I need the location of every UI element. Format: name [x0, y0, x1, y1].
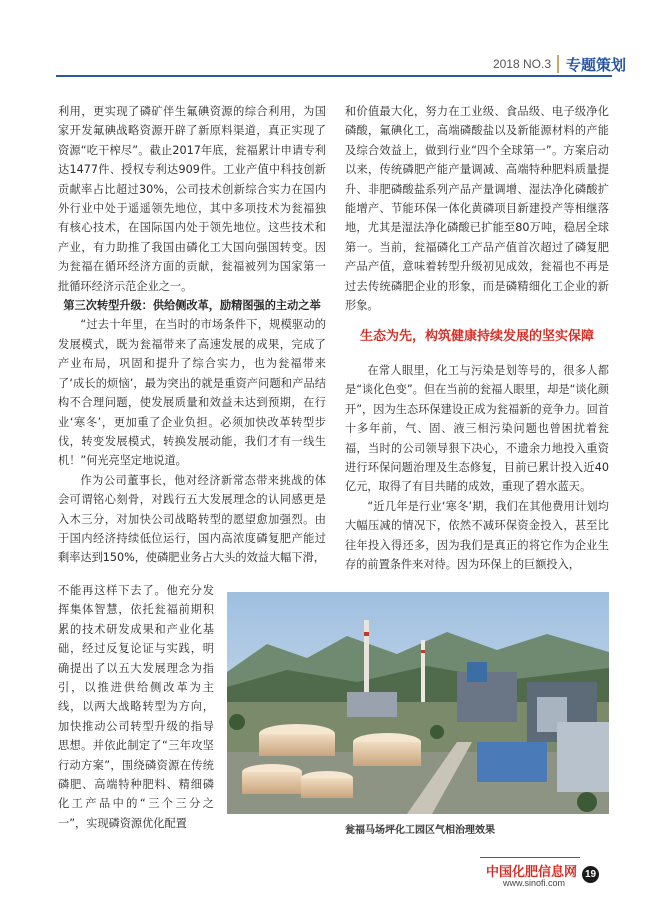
- section-heading: 生态为先，构筑健康持续发展的坚实保障: [359, 329, 594, 345]
- subheading: 第三次转型升级：供给侧改革，励精图强的主动之举: [63, 299, 321, 313]
- industrial-park-photo: [227, 592, 609, 814]
- body-paragraph: 和价值最大化，努力在工业级、食品级、电子级净化磷酸，氟碘化工，高端磷酸盐以及新能源材料的产能及综合效益上，做到行业“四个全球第一”。方案启动以来，传统磷肥产能产量调减、高端特种肥料质量提升、非肥磷酸盐系列产品产量调增、湿法净化磷酸扩能增产、节能环保一体化黄磷项目新建投产等相继落地，尤其是湿法净化磷酸已扩能至80万吨，稳居全球第一。当前，瓮福磷化工产品产值首次超过了磷复肥产品产值，意味着转型升级初见成效，瓮福也不再是过去传统磷肥企业的形象，而是磷精细化工企业的新形象。: [345, 105, 609, 313]
- photo-illustration: [227, 592, 609, 814]
- right-column: [345, 102, 609, 574]
- page-number: 19: [582, 866, 599, 883]
- footer-logo: 中国化肥信息网: [486, 865, 578, 880]
- left-narrow-column: [58, 581, 214, 833]
- body-paragraph: 在常人眼里，化工与污染是划等号的，很多人都是“谈化色变”。但在当前的瓮福人眼里，却是“谈化颜开”，因为生态环保建设正成为瓮福新的竞争力。回首十多年前，气、固、液三相污染问题也曾困扰着瓮福，当时的公司领导狠下决心，不遗余力地投入重资进行环保问题治理及生态修复，目前已累计投入近40亿元，取得了有目共睹的成效，重现了碧水蓝天。: [345, 363, 609, 494]
- body-paragraph: “过去十年里，在当时的市场条件下，规模驱动的发展模式，既为瓮福带来了高速发展的成果，完成了产业布局，巩固和提升了综合实力，也为瓮福带来了‘成长的烦恼’，最为突出的就是重资产问题和产品结构不合理问题，使发展质量和效益未达到预期，在行业‘寒冬’，更加重了企业负担。必须加快改革转型步伐，转变发展模式，转换发展动能，我们才有一线生机！”何光亮坚定地说道。: [58, 318, 326, 468]
- section-title: 专题策划: [566, 56, 627, 74]
- body-paragraph: 作为公司董事长，他对经济新常态带来挑战的体会可谓铭心刻骨，对践行五大发展理念的认同感更是入木三分，对加快公司战略转型的愿望愈加强烈。由于国内经济持续低位运行，国内高浓度磷复肥产能过剩率达到150%，使磷肥业务占大头的效益大幅下滑，: [58, 473, 326, 565]
- photo-caption: 瓮福马场坪化工园区气相治理效果: [345, 825, 495, 836]
- body-paragraph: 利用，更实现了磷矿伴生氟碘资源的综合利用，为国家开发氟碘战略资源开辟了新原料渠道，真正实现了资源“吃干榨尽”。截止2017年底，瓮福累计申请专利达1477件、授权专利达909件。工业产值中科技创新贡献率占比超过30%，公司技术创新综合实力在国内外行业中处于遥遥领先地位，其中多项技术为瓮福独有核心技术，在国际国内处于领先地位。这些技术和产业，有力助推了我国由磷化工大国向强国转变。因为瓮福在循环经济方面的贡献，瓮福被列为国家第一批循环经济示范企业之一。: [58, 105, 326, 293]
- header-rule: [56, 75, 612, 77]
- footer-rule: [480, 857, 580, 858]
- issue-number: 2018 NO.3: [492, 57, 551, 71]
- left-column: [58, 102, 326, 568]
- footer-url[interactable]: www.sinofi.com: [503, 878, 566, 888]
- body-paragraph: 不能再这样下去了。他充分发挥集体智慧，依托瓮福前期积累的技术研发成果和产业化基础，经过反复论证与实践，明确提出了以五大发展理念为指引，以推进供给侧改革为主线，以两大战略转型为方向，加快推动公司转型升级的指导思想。并依此制定了“三年攻坚行动方案”，围绕磷资源在传统磷肥、高端特种肥料、精细磷化工产品中的“三个三分之一”，实现磷资源优化配置: [58, 584, 214, 830]
- header-divider: [557, 55, 559, 73]
- body-paragraph: “近几年是行业‘寒冬’期，我们在其他费用计划均大幅压减的情况下，依然不减环保资金投入，甚至比往年投入得还多，因为我们是真正的将它作为企业生存的前置条件来对待。因为环保上的巨额投入，: [345, 499, 609, 571]
